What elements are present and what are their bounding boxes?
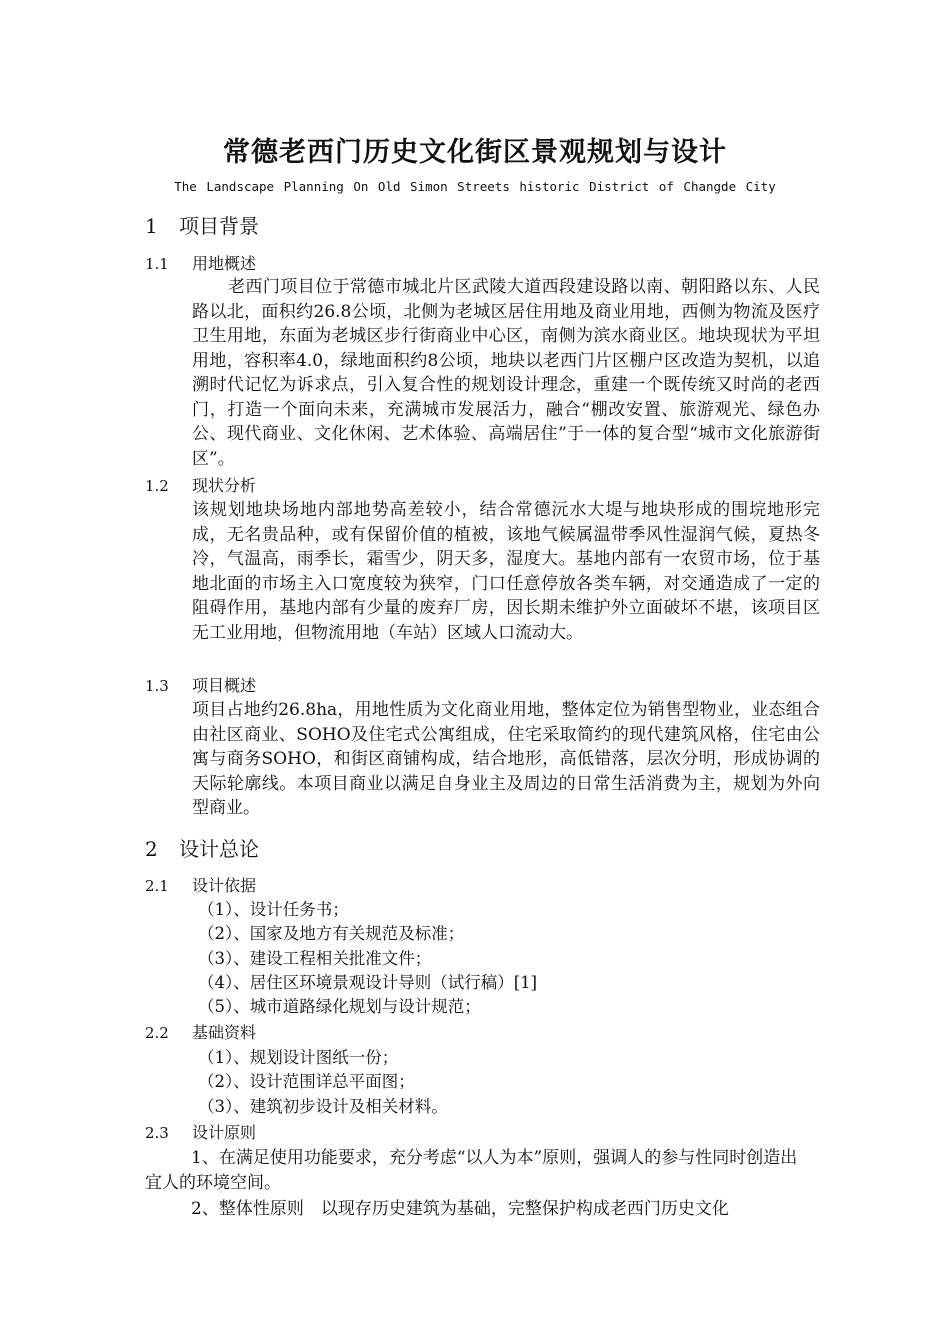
- list-item: （1）、规划设计图纸一份；: [198, 1048, 399, 1067]
- subsection-title: 项目概述: [192, 676, 257, 695]
- section-title: 设计总论: [179, 837, 259, 861]
- subsection-2-3-heading: [145, 1122, 256, 1144]
- subsection-number: 1.1: [145, 255, 169, 273]
- subsection-number: 2.1: [145, 877, 169, 895]
- subsection-number: 1.3: [145, 677, 169, 695]
- section-2-heading: [145, 835, 259, 863]
- section-number: 2: [145, 837, 158, 861]
- section-1-heading: [145, 212, 259, 240]
- paragraph-status-analysis: 该规划地块场地内部地势高差较小，结合常德沅水大堤与地块形成的围垸地形完成，无名贵品种，或有保留价值的植被，该地气候属温带季风性湿润气候，夏热冬冷，气温高，雨季长，霜雪少，阴天多，湿度大。基地内部有一农贸市场，位于基地北面的市场主入口宽度较为狭窄，门口任意停放各类车辆，对交通造成了一定的阻碍作用，基地内部有少量的废弃厂房，因长期未维护外立面破坏不堪，该项目区无工业用地，但物流用地（车站）区域人口流动大。: [192, 500, 820, 643]
- section-title: 项目背景: [179, 214, 259, 238]
- list-item: （2）、设计范围详总平面图；: [198, 1072, 415, 1092]
- subsection-title: 基础资料: [192, 1023, 257, 1042]
- list-item: （5）、城市道路绿化规划与设计规范；: [198, 997, 481, 1017]
- section-number: 1: [145, 214, 158, 238]
- paragraph-principle-1: 1、在满足使用功能要求，充分考虑“以人为本”原则，强调人的参与性同时创造出宜人的环境空间。: [145, 1148, 798, 1193]
- subsection-2-2-heading: [145, 1022, 256, 1044]
- subsection-number: 2.3: [145, 1124, 169, 1142]
- subsection-number: 1.2: [145, 477, 169, 495]
- subsection-1-2-heading: [145, 475, 256, 497]
- subsection-1-3-heading: [145, 675, 256, 697]
- document-title: 常德老西门历史文化街区景观规划与设计: [223, 137, 727, 168]
- design-basis-list: [198, 898, 537, 1019]
- base-materials-list: [198, 1046, 448, 1119]
- list-item: （3）、建筑初步设计及相关材料。: [198, 1096, 448, 1116]
- subsection-2-1-heading: [145, 875, 256, 897]
- list-item: （4）、居住区环境景观设计导则（试行稿）[1]: [198, 972, 538, 992]
- subsection-1-1-heading: [145, 253, 256, 275]
- paragraph-site-overview: 老西门项目位于常德市城北片区武陵大道西段建设路以南、朝阳路以东、人民路以北，面积约26.8公顷，北侧为老城区居住用地及商业用地，西侧为物流及医疗卫生用地，东面为老城区步行街商业中心区，南侧为滨水商业区。地块现状为平坦用地，容积率4.0，绿地面积约8公顷，地块以老西门片区棚户区改造为契机，以追溯时代记忆为诉求点，引入复合性的规划设计理念，重建一个既传统又时尚的老西门，打造一个面向未来，充满城市发展活力，融合“棚改安置、旅游观光、绿色办公、现代商业、文化休闲、艺术体验、高端居住”于一体的复合型“城市文化旅游街区”。: [192, 277, 820, 469]
- subsection-title: 用地概述: [192, 254, 257, 273]
- list-item: （2）、国家及地方有关规范及标准；: [198, 924, 465, 944]
- subsection-title: 设计原则: [192, 1123, 257, 1142]
- document-subtitle: The Landscape Planning On Old Simon Streets historic District of Changde City: [174, 179, 776, 194]
- list-item: （3）、建设工程相关批准文件；: [198, 948, 432, 968]
- list-item: （1）、设计任务书；: [198, 900, 349, 919]
- subsection-title: 现状分析: [192, 476, 257, 495]
- paragraph-project-overview: 项目占地约26.8ha，用地性质为文化商业用地，整体定位为销售型物业，业态组合由社区商业、SOHO及住宅式公寓组成，住宅采取简约的现代建筑风格，住宅由公寓与商务SOHO，和街区商铺构成，结合地形，高低错落，层次分明，形成协调的天际轮廓线。本项目商业以满足自身业主及周边的日常生活消费为主，规划为外向型商业。: [192, 700, 820, 818]
- paragraph-principle-2: 2、整体性原则 以现存历史建筑为基础，完整保护构成老西门历史文化: [191, 1199, 729, 1219]
- subsection-title: 设计依据: [192, 876, 257, 895]
- subsection-number: 2.2: [145, 1024, 169, 1042]
